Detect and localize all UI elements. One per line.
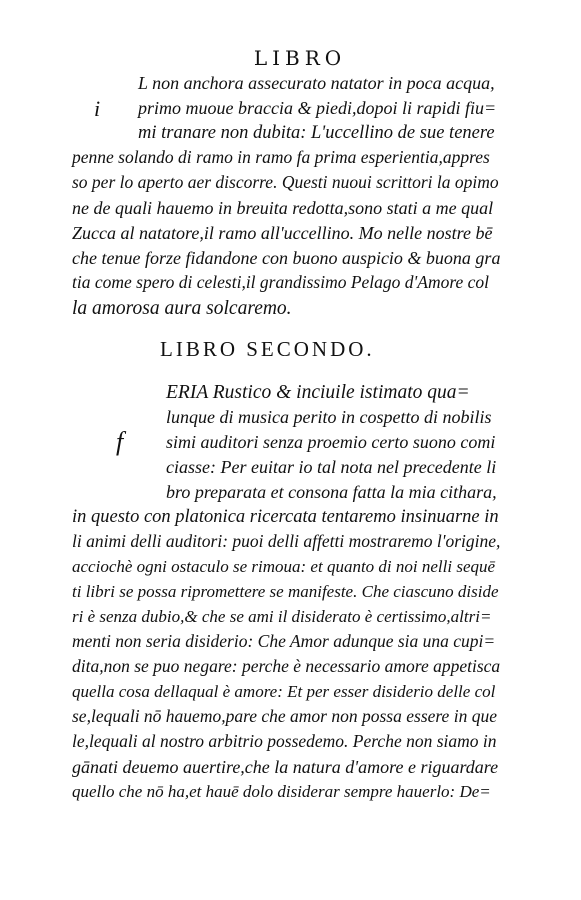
text-line: menti non seria disiderio: Che Amor adunque sia una cupi=: [72, 631, 496, 651]
text-line: tia come spero di celesti,il grandissimo Pelago d'Amore col: [72, 272, 490, 292]
text-line: quella cosa dellaqual è amore: Et per esser disiderio delle col: [72, 682, 496, 701]
text-line: bro preparata et consona fatta la mia cithara,: [166, 482, 497, 502]
drop-letter: f: [116, 427, 124, 456]
text-line: dita,non se puo negare: perche è necessario amore appetisca: [72, 656, 501, 676]
text-line: penne solando di ramo in ramo fa prima esperientia,appres: [72, 147, 490, 167]
text-line: ERIA Rustico & inciuile istimato qua=: [166, 382, 470, 403]
text-line: Zucca al natatore,il ramo all'uccellino. Mo nelle nostre bē: [72, 223, 493, 243]
text-line: simi auditori senza proemio certo suono comi: [166, 432, 496, 452]
text-line: quello che nō ha,et hauē dolo disiderar sempre hauerlo: De=: [72, 782, 491, 801]
text-line: in questo con platonica ricercata tentaremo insinuarne in: [72, 507, 499, 527]
book-title: LIBRO SECONDO.: [160, 337, 375, 361]
text-line: ti libri se possa ripromettere se manifeste. Che ciascuno diside: [72, 582, 499, 601]
text-line: L non anchora assecurato natator in poca acqua,: [138, 73, 495, 93]
text-line: la amorosa aura solcaremo.: [72, 298, 292, 319]
text-line: che tenue forze fidandone con buono auspicio & buona gra: [72, 248, 501, 268]
text-line: ri è senza dubio,& che se ami il disiderato è certissimo,altri=: [72, 607, 492, 626]
text-line: le,lequali al nostro arbitrio possedemo. Perche non siamo in: [72, 731, 497, 751]
text-line: se,lequali nō hauemo,pare che amor non possa essere in que: [72, 706, 497, 726]
text-line: acciochè ogni ostaculo se rimoua: et quanto di noi nelli sequē: [72, 557, 496, 576]
text-line: ne de quali hauemo in breuita redotta,sono stati a me qual: [72, 198, 494, 218]
text-line: lunque di musica perito in cospetto di nobilis: [166, 407, 492, 427]
running-header: LIBRO: [253, 46, 347, 70]
text-line: gānati deuemo auertire,che la natura d'amore e riguardare: [72, 757, 499, 777]
text-line: primo muoue braccia & piedi,dopoi li rapidi fiu=: [138, 98, 497, 118]
text-line: li animi delli auditori: puoi delli affetti mostraremo l'origine,: [72, 531, 501, 551]
text-line: mi tranare non dubita: L'uccellino de sue tenere: [138, 123, 495, 143]
text-line: so per lo aperto aer discorre. Questi nuoui scrittori la opimo: [72, 172, 499, 192]
text-line: ciasse: Per euitar io tal nota nel precedente li: [166, 457, 497, 477]
margin-letter: i: [94, 96, 101, 121]
